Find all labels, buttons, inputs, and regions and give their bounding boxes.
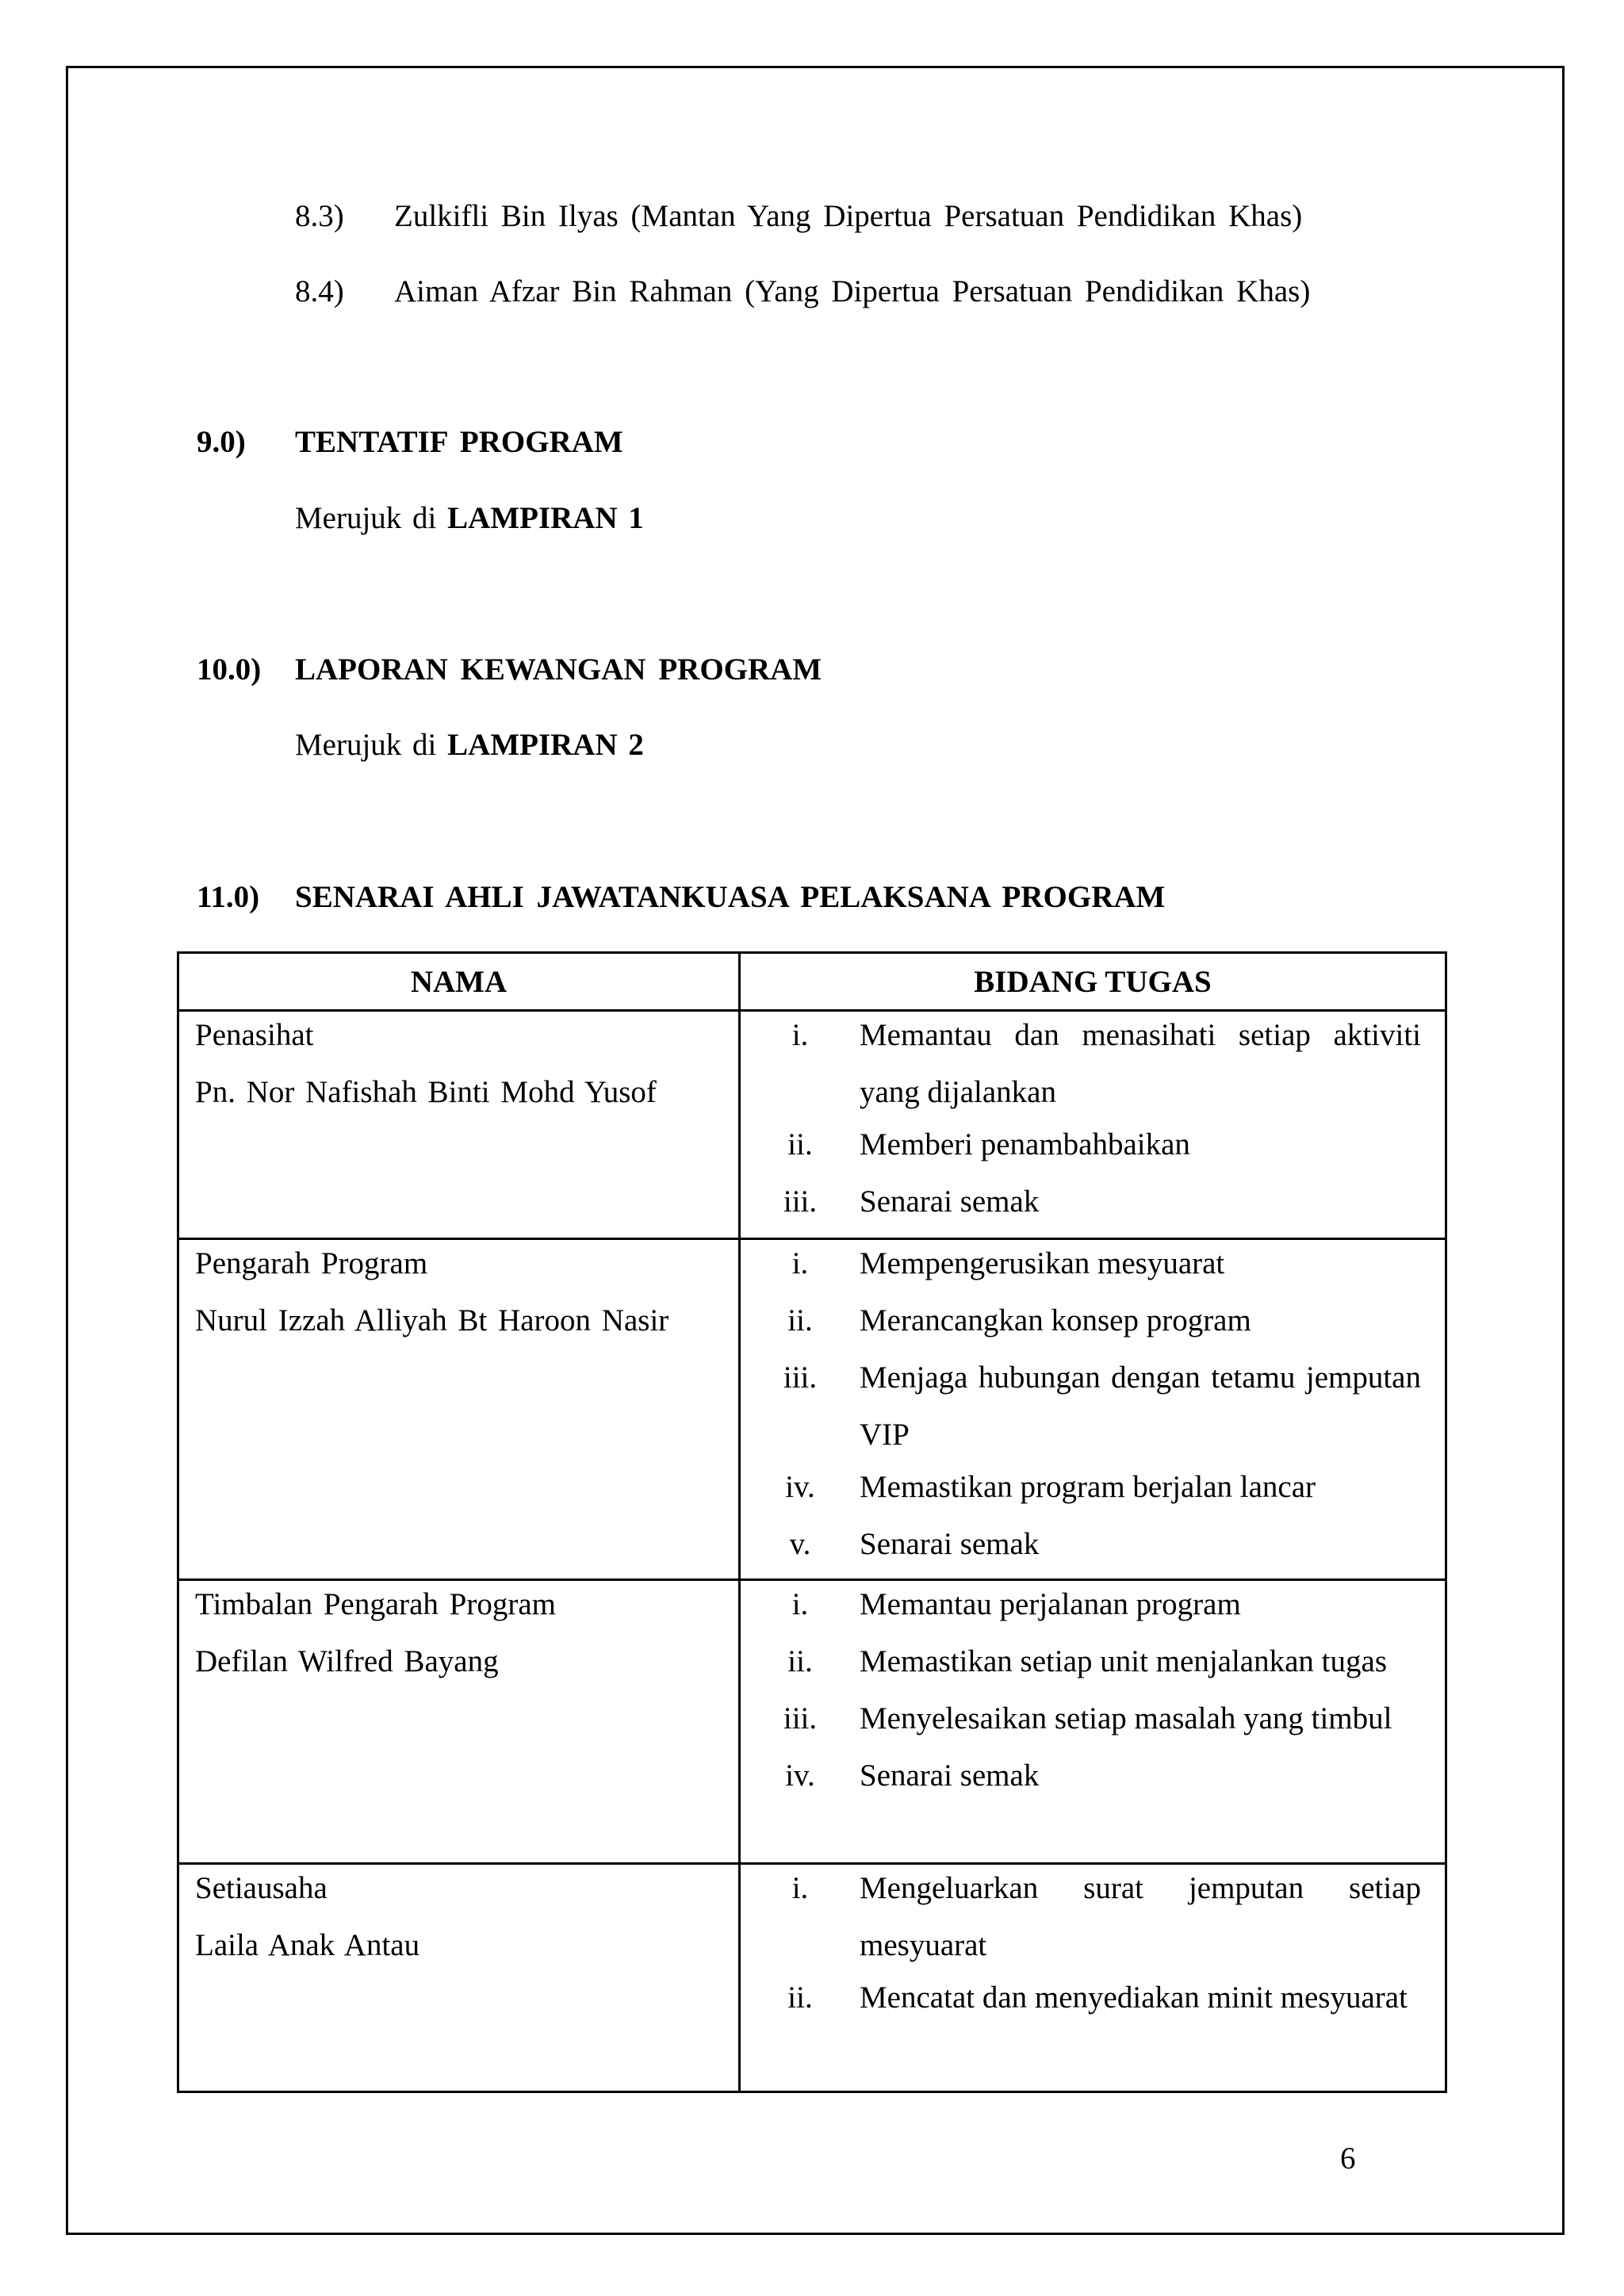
name-cell [178, 1239, 740, 1580]
duty-number: i. [791, 1871, 809, 1905]
member-name: Defilan Wilfred Bayang [195, 1644, 499, 1678]
subitem-number: 8.3) [295, 199, 344, 233]
duties-cell [740, 1864, 1446, 2092]
duty-item [741, 1121, 1421, 1178]
name-cell [178, 1580, 740, 1864]
duty-number: i. [791, 1587, 809, 1621]
duties-cell [740, 1239, 1446, 1580]
duty-number: i. [791, 1018, 809, 1052]
role-label: Pengarah Program [195, 1246, 428, 1280]
section-title: LAPORAN KEWANGAN PROGRAM [295, 652, 822, 687]
duty-item [741, 1695, 1421, 1752]
duty-item [741, 1012, 1421, 1121]
duty-text: Memantau perjalanan program [860, 1587, 1241, 1621]
role-label: Penasihat [195, 1018, 314, 1052]
duty-text: Mencatat dan menyediakan minit mesyuarat [860, 1980, 1408, 2015]
duty-number: v. [789, 1527, 811, 1561]
reference-appendix: LAMPIRAN 1 [447, 501, 644, 535]
duty-text: Senarai semak [860, 1758, 1040, 1793]
duty-number: iii. [783, 1184, 818, 1219]
duty-item [741, 1297, 1421, 1354]
duties-cell [740, 1011, 1446, 1239]
duty-text: Merancangkan konsep program [860, 1303, 1251, 1337]
duty-text: Memastikan program berjalan lancar [860, 1470, 1316, 1504]
name-cell [178, 1011, 740, 1239]
duty-text: Senarai semak [860, 1527, 1040, 1561]
name-cell [178, 1864, 740, 2092]
duty-item [741, 1464, 1421, 1521]
duty-number: ii. [787, 1980, 813, 2015]
table-row [178, 1864, 1446, 2092]
duty-text: Menyelesaikan setiap masalah yang timbul [860, 1701, 1392, 1735]
duty-number: ii. [787, 1303, 813, 1337]
table-row [178, 1580, 1446, 1864]
duty-item [741, 1581, 1421, 1638]
duty-text: Senarai semak [860, 1184, 1040, 1219]
table-row [178, 1239, 1446, 1580]
duty-number: ii. [787, 1644, 813, 1678]
duty-item [741, 1865, 1421, 1974]
section-title: SENARAI AHLI JAWATANKUASA PELAKSANA PROGRAM [295, 880, 1166, 914]
table-header-row [178, 953, 1446, 1011]
duty-text: Memberi penambahbaikan [860, 1127, 1190, 1161]
duty-number: iv. [785, 1470, 815, 1504]
duty-item [741, 1178, 1421, 1235]
duty-item [741, 1521, 1421, 1578]
duty-text: Menjaga hubungan dengan tetamu jemputan VIP [860, 1360, 1421, 1452]
header-duties: BIDANG TUGAS [740, 953, 1446, 1011]
role-label: Setiausaha [195, 1871, 327, 1905]
duty-number: iv. [785, 1758, 815, 1793]
duty-item [741, 1638, 1421, 1695]
duty-number: i. [791, 1246, 809, 1280]
header-name: NAMA [178, 953, 740, 1011]
duty-list [741, 1581, 1445, 1809]
member-name: Pn. Nor Nafishah Binti Mohd Yusof [195, 1075, 657, 1109]
duty-number: ii. [787, 1127, 813, 1161]
subitem-text: Aiman Afzar Bin Rahman (Yang Dipertua Persatuan Pendidikan Khas) [394, 274, 1311, 308]
duty-item [741, 1354, 1421, 1464]
duty-number: iii. [783, 1701, 818, 1735]
duty-text: Mempengerusikan mesyuarat [860, 1246, 1225, 1280]
duty-item [741, 1240, 1421, 1297]
section-reference [295, 503, 644, 534]
section-number: 9.0) [197, 425, 246, 459]
duty-item [741, 1974, 1421, 2031]
duty-text: Memantau dan menasihati setiap aktiviti yang dijalankan [860, 1018, 1421, 1109]
section-number: 10.0) [197, 652, 262, 687]
duty-list [741, 1865, 1445, 2031]
duty-list [741, 1240, 1445, 1578]
duties-cell [740, 1580, 1446, 1864]
section-title: TENTATIF PROGRAM [295, 425, 623, 459]
duty-text: Memastikan setiap unit menjalankan tugas [860, 1644, 1387, 1678]
reference-prefix: Merujuk di [295, 728, 437, 762]
reference-appendix: LAMPIRAN 2 [447, 728, 644, 762]
duty-item [741, 1752, 1421, 1809]
reference-prefix: Merujuk di [295, 501, 437, 535]
section-number: 11.0) [197, 880, 260, 914]
subitem-text: Zulkifli Bin Ilyas (Mantan Yang Dipertua Persatuan Pendidikan Khas) [394, 199, 1303, 233]
member-name: Laila Anak Antau [195, 1928, 420, 1962]
section-reference [295, 729, 644, 760]
duty-text: Mengeluarkan surat jemputan setiap mesyuarat [860, 1871, 1421, 1962]
member-name: Nurul Izzah Alliyah Bt Haroon Nasir [195, 1303, 669, 1337]
table-row [178, 1011, 1446, 1239]
subitem-number: 8.4) [295, 274, 344, 308]
role-label: Timbalan Pengarah Program [195, 1587, 556, 1621]
duty-list [741, 1012, 1445, 1235]
duty-number: iii. [783, 1360, 818, 1395]
committee-table [177, 951, 1447, 2093]
page-number: 6 [1340, 2141, 1356, 2175]
